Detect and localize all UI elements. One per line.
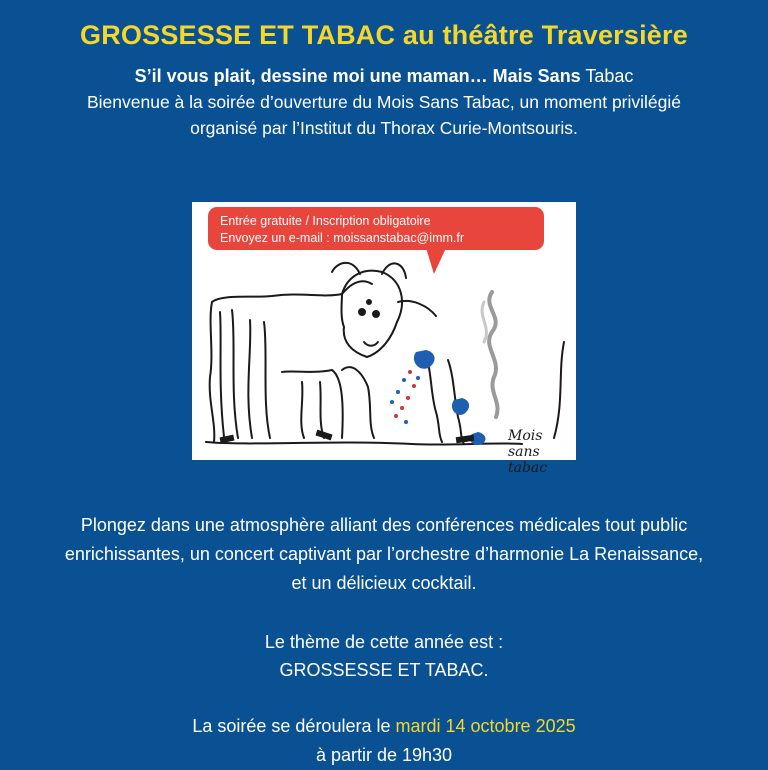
brand-signature: Mois sans tabac: [508, 428, 548, 476]
event-time: à partir de 19h30: [315, 745, 453, 765]
date-prefix: La soirée se déroulera le: [192, 716, 391, 736]
theme-block: [0, 628, 768, 684]
subtitle-bold: S’il vous plait, dessine moi une maman… Mais Sans: [134, 66, 581, 86]
bubble-line-2: Envoyez un e-mail : moissanstabac@imm.fr: [220, 231, 465, 245]
goat-drawing: [192, 202, 576, 460]
theme-line-2: GROSSESSE ET TABAC.: [279, 660, 489, 680]
description-line-3: et un délicieux cocktail.: [291, 573, 477, 593]
intro-text: [60, 89, 708, 141]
intro-line-1: Bienvenue à la soirée d’ouverture du Mois Sans Tabac, un moment privilégié: [86, 92, 682, 112]
description-line-2: enrichissantes, un concert captivant par l’orchestre d’harmonie La Renaissance,: [64, 544, 704, 564]
description: [0, 511, 768, 598]
event-date: mardi 14 octobre 2025: [395, 716, 576, 736]
bubble-line-1: Entrée gratuite / Inscription obligatoire: [220, 214, 431, 228]
event-date-line: [0, 712, 768, 741]
description-line-1: Plongez dans une atmosphère alliant des conférences médicales tout public: [80, 515, 688, 535]
theme-line-1: Le thème de cette année est :: [264, 632, 504, 652]
page-title: GROSSESSE ET TABAC au théâtre Traversière: [80, 20, 688, 50]
event-date-block: [0, 712, 768, 770]
event-illustration: [192, 202, 576, 476]
subtitle: [0, 64, 768, 88]
subtitle-rest: Tabac: [585, 66, 634, 86]
intro-line-2: organisé par l’Institut du Thorax Curie-Montsouris.: [190, 118, 578, 138]
